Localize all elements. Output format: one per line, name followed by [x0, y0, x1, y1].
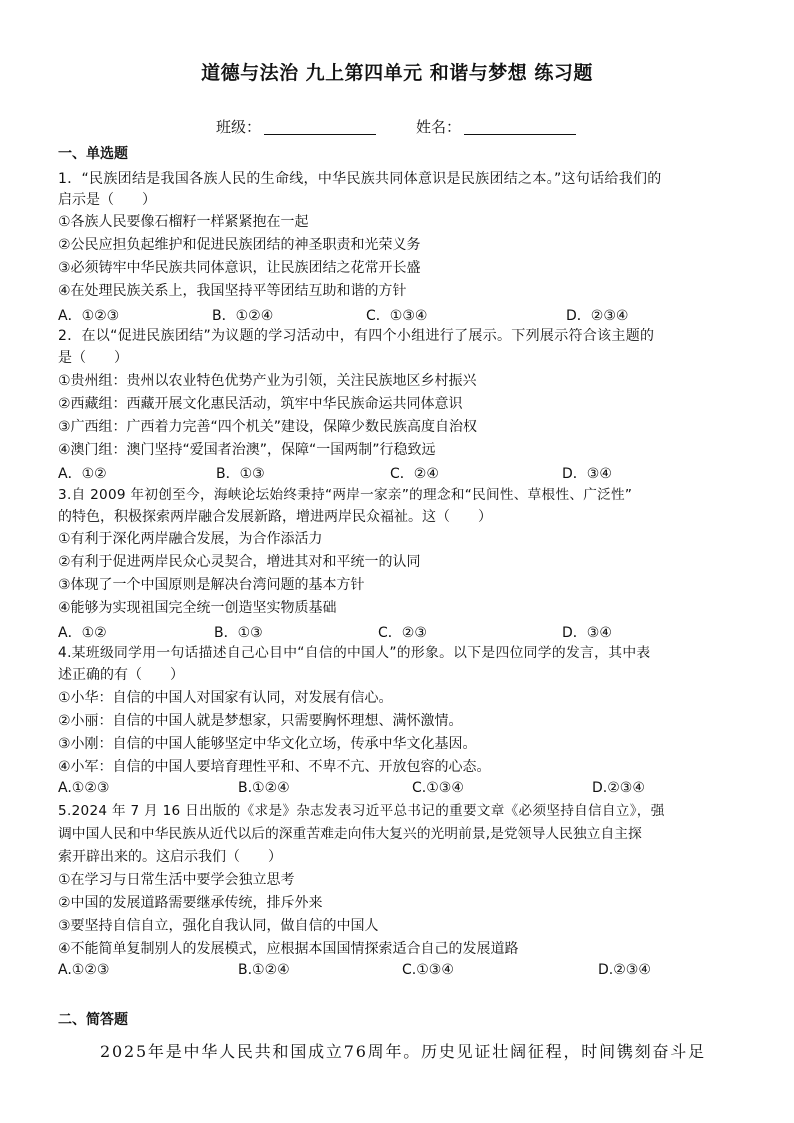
question-stem: 述正确的有（ ）: [58, 667, 184, 683]
question-stem: 是（ ）: [58, 350, 128, 366]
statement-4: ④在处理民族关系上，我国坚持平等团结互助和谐的方针: [58, 283, 407, 299]
statement-2: ②公民应担负起维护和促进民族团结的神圣职责和光荣义务: [58, 237, 421, 253]
essay-prompt-text: 2025年是中华人民共和国成立76周年。历史见证壮阔征程，时间镌刻奋斗足: [100, 1042, 706, 1061]
class-blank-line[interactable]: [264, 134, 376, 135]
option-c[interactable]: C.①③④: [412, 780, 464, 796]
section-heading-single-choice: 一、单选题: [58, 146, 128, 162]
name-label: 姓名：: [416, 118, 462, 136]
statement-2: ②有利于促进两岸民众心灵契合，增进其对和平统一的认同: [58, 554, 421, 570]
option-d[interactable]: D.②③④: [592, 780, 645, 796]
option-a[interactable]: A．①②: [58, 466, 107, 482]
statement-4: ④能够为实现祖国完全统一创造坚实物质基础: [58, 600, 337, 616]
option-c[interactable]: C．②③: [378, 625, 427, 641]
class-label: 班级：: [216, 118, 262, 136]
option-b[interactable]: B．①②④: [212, 308, 274, 324]
option-c[interactable]: C．②④: [390, 466, 439, 482]
option-a[interactable]: A．①②: [58, 625, 107, 641]
statement-1: ①贵州组：贵州以农业特色优势产业为引领，关注民族地区乡村振兴: [58, 373, 477, 389]
statement-4: ④澳门组：澳门坚持“爱国者治澳”，保障“一国两制”行稳致远: [58, 442, 436, 458]
question-stem: 1．“民族团结是我国各族人民的生命线，中华民族共同体意识是民族团结之本。”这句话给我们的: [58, 171, 662, 187]
name-blank-line[interactable]: [464, 134, 576, 135]
question-stem: 索开辟出来的。这启示我们（ ）: [58, 849, 282, 865]
option-b[interactable]: B．①③: [216, 466, 265, 482]
statement-2: ②西藏组：西藏开展文化惠民活动，筑牢中华民族命运共同体意识: [58, 396, 463, 412]
option-d[interactable]: D．③④: [562, 466, 612, 482]
question-stem: 3.自 2009 年初创至今，海峡论坛始终秉持“两岸一家亲”的理念和“民间性、草根性、广泛性”: [58, 487, 633, 503]
option-a[interactable]: A．①②③: [58, 308, 120, 324]
statement-3: ③要坚持自信自立，强化自我认同，做自信的中国人: [58, 918, 379, 934]
statement-4: ④不能简单复制别人的发展模式，应根据本国国情探索适合自己的发展道路: [58, 941, 519, 957]
statement-3: ③必须铸牢中华民族共同体意识，让民族团结之花常开长盛: [58, 260, 421, 276]
statement-1: ①在学习与日常生活中要学会独立思考: [58, 872, 295, 888]
statement-3: ③广西组：广西着力完善“四个机关”建设，保障少数民族高度自治权: [58, 419, 478, 435]
question-stem: 的特色，积极探索两岸融合发展新路，增进两岸民众福祉。这（ ）: [58, 509, 492, 525]
statement-1: ①小华：自信的中国人对国家有认同，对发展有信心。: [58, 690, 393, 706]
option-a[interactable]: A.①②③: [58, 962, 110, 978]
section-heading-short-answer: 二、简答题: [58, 1012, 128, 1028]
option-d[interactable]: D．②③④: [566, 308, 629, 324]
statement-3: ③小刚：自信的中国人能够坚定中华文化立场，传承中华文化基因。: [58, 736, 477, 752]
page-title: 道德与法治 九上第四单元 和谐与梦想 练习题: [201, 62, 593, 84]
question-stem: 启示是（ ）: [58, 192, 156, 208]
statement-2: ②中国的发展道路需要继承传统，排斥外来: [58, 895, 323, 911]
option-c[interactable]: C．①③④: [366, 308, 428, 324]
statement-4: ④小军：自信的中国人要培育理性平和、不卑不亢、开放包容的心态。: [58, 759, 491, 775]
option-b[interactable]: B．①③: [214, 625, 263, 641]
option-a[interactable]: A.①②③: [58, 780, 110, 796]
question-stem: 调中国人民和中华民族从近代以后的深重苦难走向伟大复兴的光明前景,是党领导人民独立自主探: [58, 826, 642, 842]
option-d[interactable]: D.②③④: [598, 962, 651, 978]
option-b[interactable]: B.①②④: [238, 962, 290, 978]
statement-3: ③体现了一个中国原则是解决台湾问题的基本方针: [58, 577, 365, 593]
option-d[interactable]: D．③④: [562, 625, 612, 641]
statement-2: ②小丽：自信的中国人就是梦想家，只需要胸怀理想、满怀激情。: [58, 713, 463, 729]
statement-1: ①有利于深化两岸融合发展，为合作添活力: [58, 531, 323, 547]
question-stem: 2．在以“促进民族团结”为议题的学习活动中，有四个小组进行了展示。下列展示符合该主题的: [58, 328, 655, 344]
question-stem: 5.2024 年 7 月 16 日出版的《求是》杂志发表习近平总书记的重要文章《必须坚持自信自立》，强: [58, 803, 665, 819]
option-c[interactable]: C.①③④: [402, 962, 454, 978]
statement-1: ①各族人民要像石榴籽一样紧紧抱在一起: [58, 214, 309, 230]
question-stem: 4.某班级同学用一句话描述自己心目中“自信的中国人”的形象。以下是四位同学的发言，其中表: [58, 645, 651, 661]
option-b[interactable]: B.①②④: [238, 780, 290, 796]
